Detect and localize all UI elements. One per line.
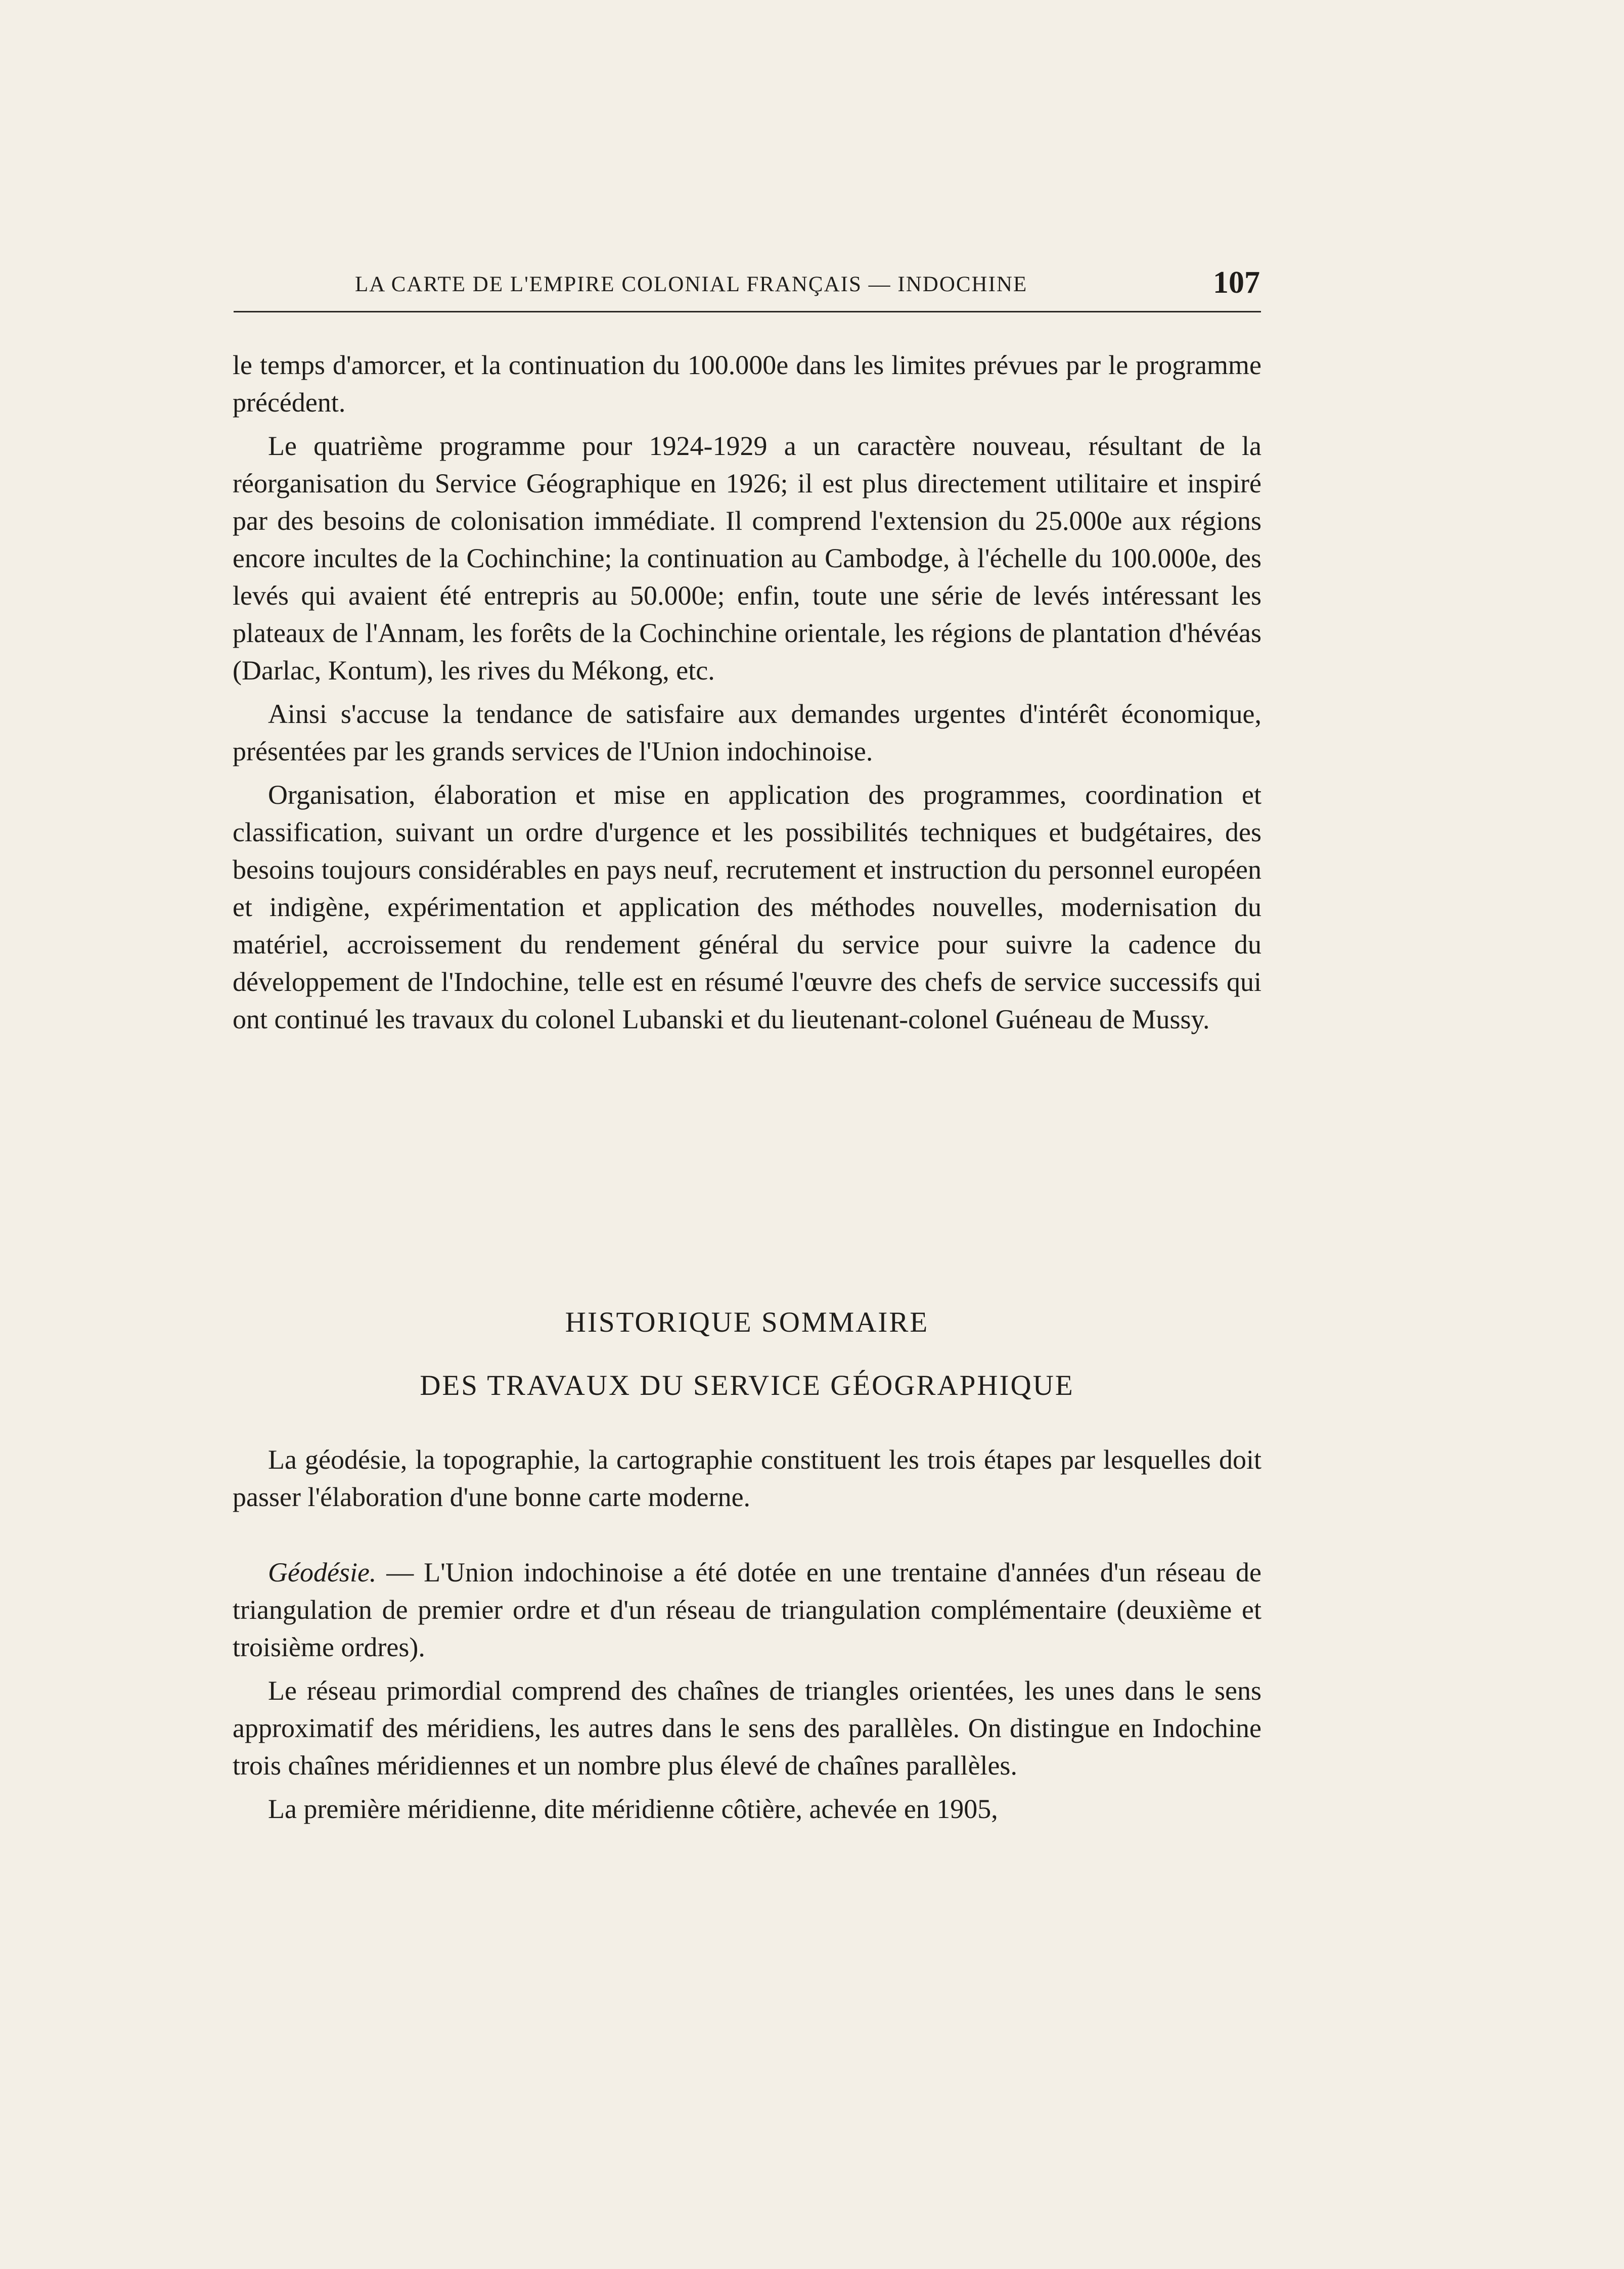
paragraph-geodesie <box>233 1554 1261 1666</box>
paragraph-meridienne: La première méridienne, dite méridienne côtière, achevée en 1905, <box>268 1794 998 1824</box>
paragraph-quatrieme-programme: Le quatrième programme pour 1924-1929 a un caractère nouveau, résultant de la réorganisation du Service Géographique en 1926; il est plus directement utilitaire et inspiré par des besoins de colonisation immédiate. Il comprend l'extension du 25.000e aux régions encore incultes de la Cochinchine; la continuation au Cambodge, à l'échelle du 100.000e, des levés qui avaient été entrepris au 50.000e; enfin, toute une série de levés intéressant les plateaux de l'Annam, les forêts de la Cochinchine orientale, les régions de plantation d'hévéas (Darlac, Kontum), les rives du Mékong, etc. <box>233 431 1261 686</box>
paragraph-intro: La géodésie, la topographie, la cartographie constituent les trois étapes par lesquelles doit passer l'élaboration d'une bonne carte moderne. <box>233 1444 1261 1512</box>
header-rule <box>234 311 1261 312</box>
geodesie-text: — L'Union indochinoise a été dotée en une trentaine d'années d'un réseau de triangulation de premier ordre et d'un réseau de triangulation complémentaire (deuxième et troisième ordres). <box>233 1557 1261 1662</box>
page-header <box>234 259 1260 304</box>
section-title-line1: HISTORIQUE SOMMAIRE <box>565 1306 929 1338</box>
geodesie-section <box>233 1554 1261 1834</box>
running-title: LA CARTE DE L'EMPIRE COLONIAL FRANÇAIS — INDOCHINE <box>355 273 1028 296</box>
page-number: 107 <box>1213 265 1260 300</box>
geodesie-label: Géodésie. <box>268 1557 377 1587</box>
body-text <box>233 346 1261 1044</box>
section-title-line2: DES TRAVAUX DU SERVICE GÉOGRAPHIQUE <box>420 1370 1074 1401</box>
paragraph-continuation: le temps d'amorcer, et la continuation du 100.000e dans les limites prévues par le programme précédent. <box>233 350 1261 418</box>
paragraph-tendance: Ainsi s'accuse la tendance de satisfaire aux demandes urgentes d'intérêt économique, présentées par les grands services de l'Union indochinoise. <box>233 699 1261 766</box>
paragraph-organisation: Organisation, élaboration et mise en application des programmes, coordination et classification, suivant un ordre d'urgence et les possibilités techniques et budgétaires, des besoins toujours considérables en pays neuf, recrutement et instruction du personnel européen et indigène, expérimentation et application des méthodes nouvelles, modernisation du matériel, accroissement du rendement général du service pour suivre la cadence du développement de l'Indochine, telle est en résumé l'œuvre des chefs de service successifs qui ont continué les travaux du colonel Lubanski et du lieutenant-colonel Guéneau de Mussy. <box>233 780 1261 1034</box>
section-intro <box>233 1441 1261 1522</box>
paragraph-reseau: Le réseau primordial comprend des chaînes de triangles orientées, les unes dans le sens approximatif des méridiens, les autres dans le sens des parallèles. On distingue en Indochine trois chaînes méridiennes et un nombre plus élevé de chaînes parallèles. <box>233 1675 1261 1781</box>
